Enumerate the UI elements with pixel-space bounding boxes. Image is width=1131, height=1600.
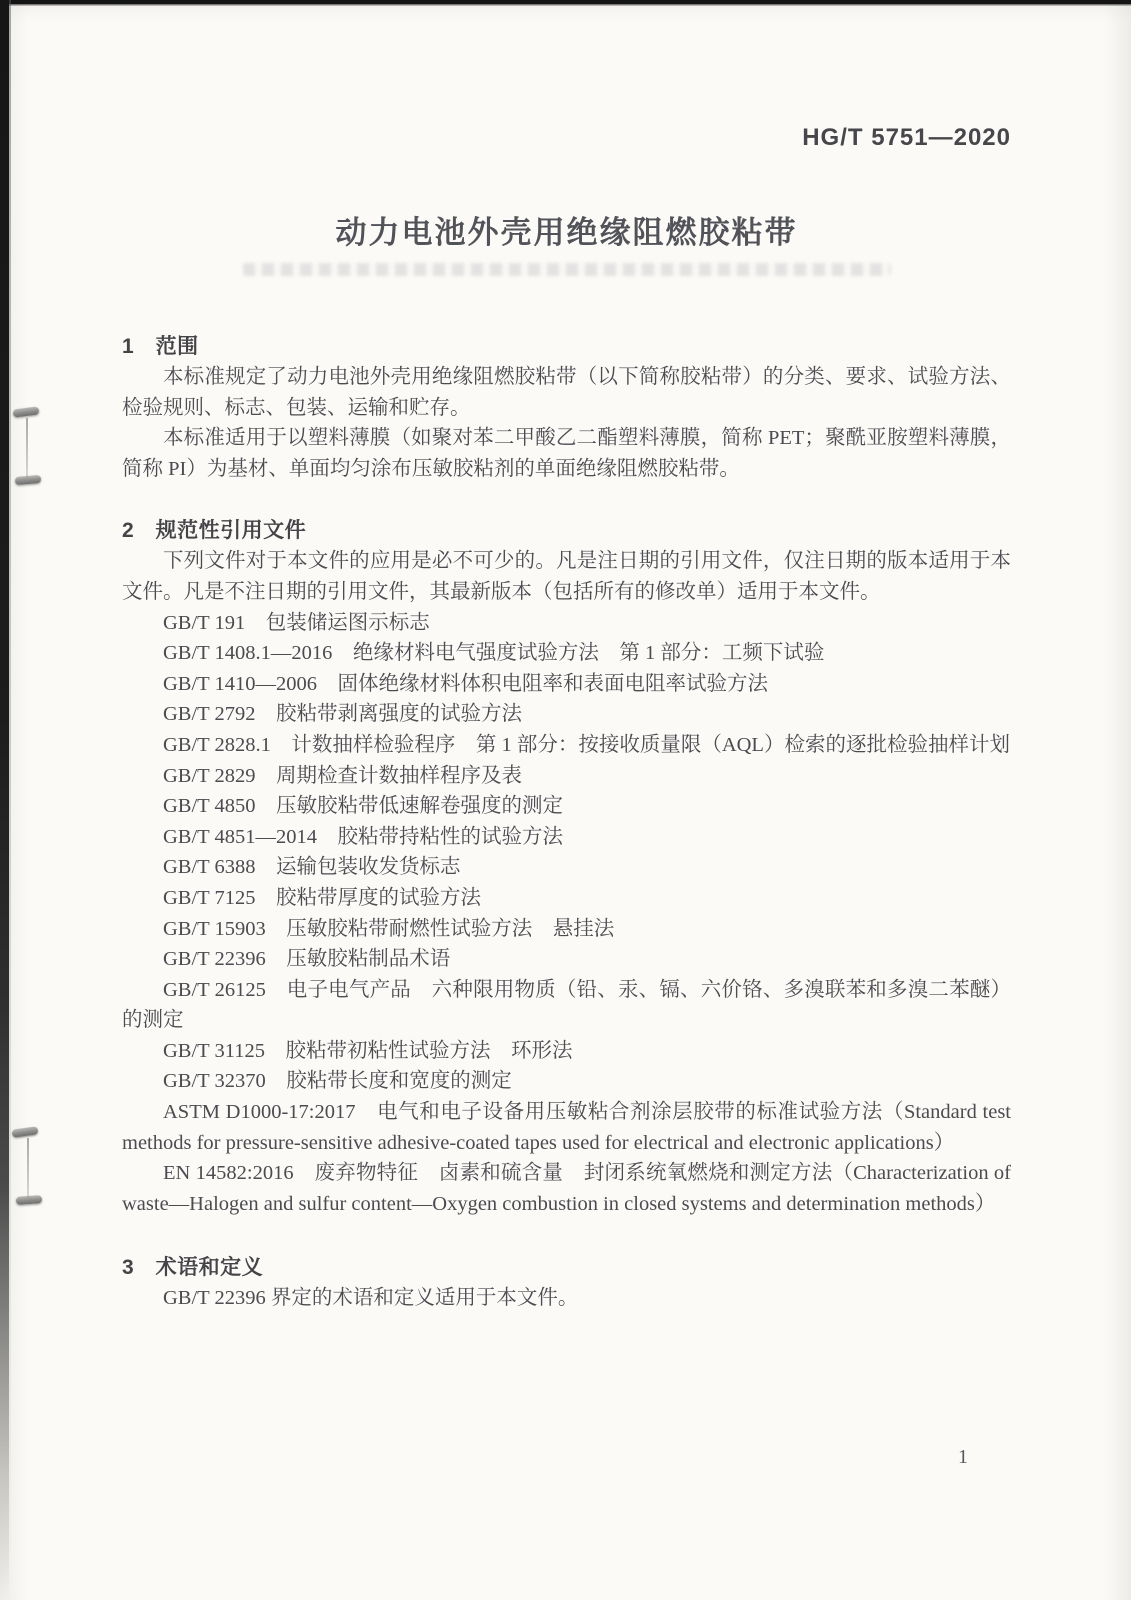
section-heading-terms: 3 术语和定义 bbox=[122, 1256, 264, 1280]
references-intro-paragraph: 下列文件对于本文件的应用是必不可少的。凡是注日期的引用文件，仅注日期的版本适用于本文件。凡是不注日期的引用文件，其最新版本（包括所有的修改单）适用于本文件。 bbox=[122, 550, 1011, 603]
reference-item: GB/T 2792 胶粘带剥离强度的试验方法 bbox=[163, 703, 522, 726]
reference-item: GB/T 6388 运输包装收发货标志 bbox=[163, 856, 461, 879]
page-number: 1 bbox=[958, 1446, 968, 1468]
standard-number: HG/T 5751—2020 bbox=[802, 124, 1011, 151]
staple-wire bbox=[27, 1138, 29, 1198]
document-content bbox=[122, 0, 1011, 1314]
references-list bbox=[122, 608, 1011, 1220]
show-through-artifact bbox=[243, 263, 891, 276]
section-heading-normative-references: 2 规范性引用文件 bbox=[122, 519, 307, 543]
scope-paragraph: 本标准适用于以塑料薄膜（如聚对苯二甲酸乙二酯塑料薄膜，简称 PET；聚酰亚胺塑料薄膜，简称 PI）为基材、单面均匀涂布压敏胶粘剂的单面绝缘阻燃胶粘带。 bbox=[122, 427, 1011, 480]
reference-item: ASTM D1000-17:2017 电气和电子设备用压敏粘合剂涂层胶带的标准试验方法（Standard test methods for pressure-sensitive adhesive-coated tapes used for electrical and electronic applications） bbox=[122, 1101, 1011, 1154]
staple-wire bbox=[26, 418, 28, 478]
reference-item: GB/T 32370 胶粘带长度和宽度的测定 bbox=[163, 1070, 512, 1093]
reference-item: GB/T 2829 周期检查计数抽样程序及表 bbox=[163, 764, 522, 787]
reference-item: GB/T 22396 压敏胶粘制品术语 bbox=[163, 948, 451, 971]
terms-paragraph: GB/T 22396 界定的术语和定义适用于本文件。 bbox=[163, 1287, 579, 1310]
reference-item: GB/T 191 包装储运图示标志 bbox=[163, 611, 430, 634]
scan-edge-left bbox=[0, 0, 9, 1600]
scan-edge-hairline bbox=[9, 0, 11, 1600]
reference-item: GB/T 15903 压敏胶粘带耐燃性试验方法 悬挂法 bbox=[163, 917, 615, 940]
reference-item: GB/T 1410—2006 固体绝缘材料体积电阻率和表面电阻率试验方法 bbox=[163, 672, 768, 695]
reference-item: GB/T 26125 电子电气产品 六种限用物质（铅、汞、镉、六价铬、多溴联苯和多溴二苯醚）的测定 bbox=[122, 978, 1011, 1032]
reference-item: GB/T 4851—2014 胶粘带持粘性的试验方法 bbox=[163, 825, 563, 848]
reference-item: GB/T 2828.1 计数抽样检验程序 第 1 部分：按接收质量限（AQL）检索的逐批检验抽样计划 bbox=[163, 733, 1010, 756]
document-title: 动力电池外壳用绝缘阻燃胶粘带 bbox=[335, 215, 798, 250]
reference-item: GB/T 31125 胶粘带初粘性试验方法 环形法 bbox=[163, 1039, 573, 1062]
reference-item: GB/T 1408.1—2016 绝缘材料电气强度试验方法 第 1 部分：工频下试验 bbox=[163, 642, 825, 665]
reference-item: GB/T 7125 胶粘带厚度的试验方法 bbox=[163, 886, 481, 909]
scope-paragraph: 本标准规定了动力电池外壳用绝缘阻燃胶粘带（以下简称胶粘带）的分类、要求、试验方法、检验规则、标志、包装、运输和贮存。 bbox=[122, 366, 1011, 419]
reference-item: EN 14582:2016 废弃物特征 卤素和硫含量 封闭系统氧燃烧和测定方法（Characterization of waste—Halogen and sulfur content—Oxygen combustion in closed systems and determination methods） bbox=[122, 1162, 1011, 1215]
reference-item: GB/T 4850 压敏胶粘带低速解卷强度的测定 bbox=[163, 795, 563, 818]
section-heading-scope: 1 范围 bbox=[122, 335, 199, 358]
